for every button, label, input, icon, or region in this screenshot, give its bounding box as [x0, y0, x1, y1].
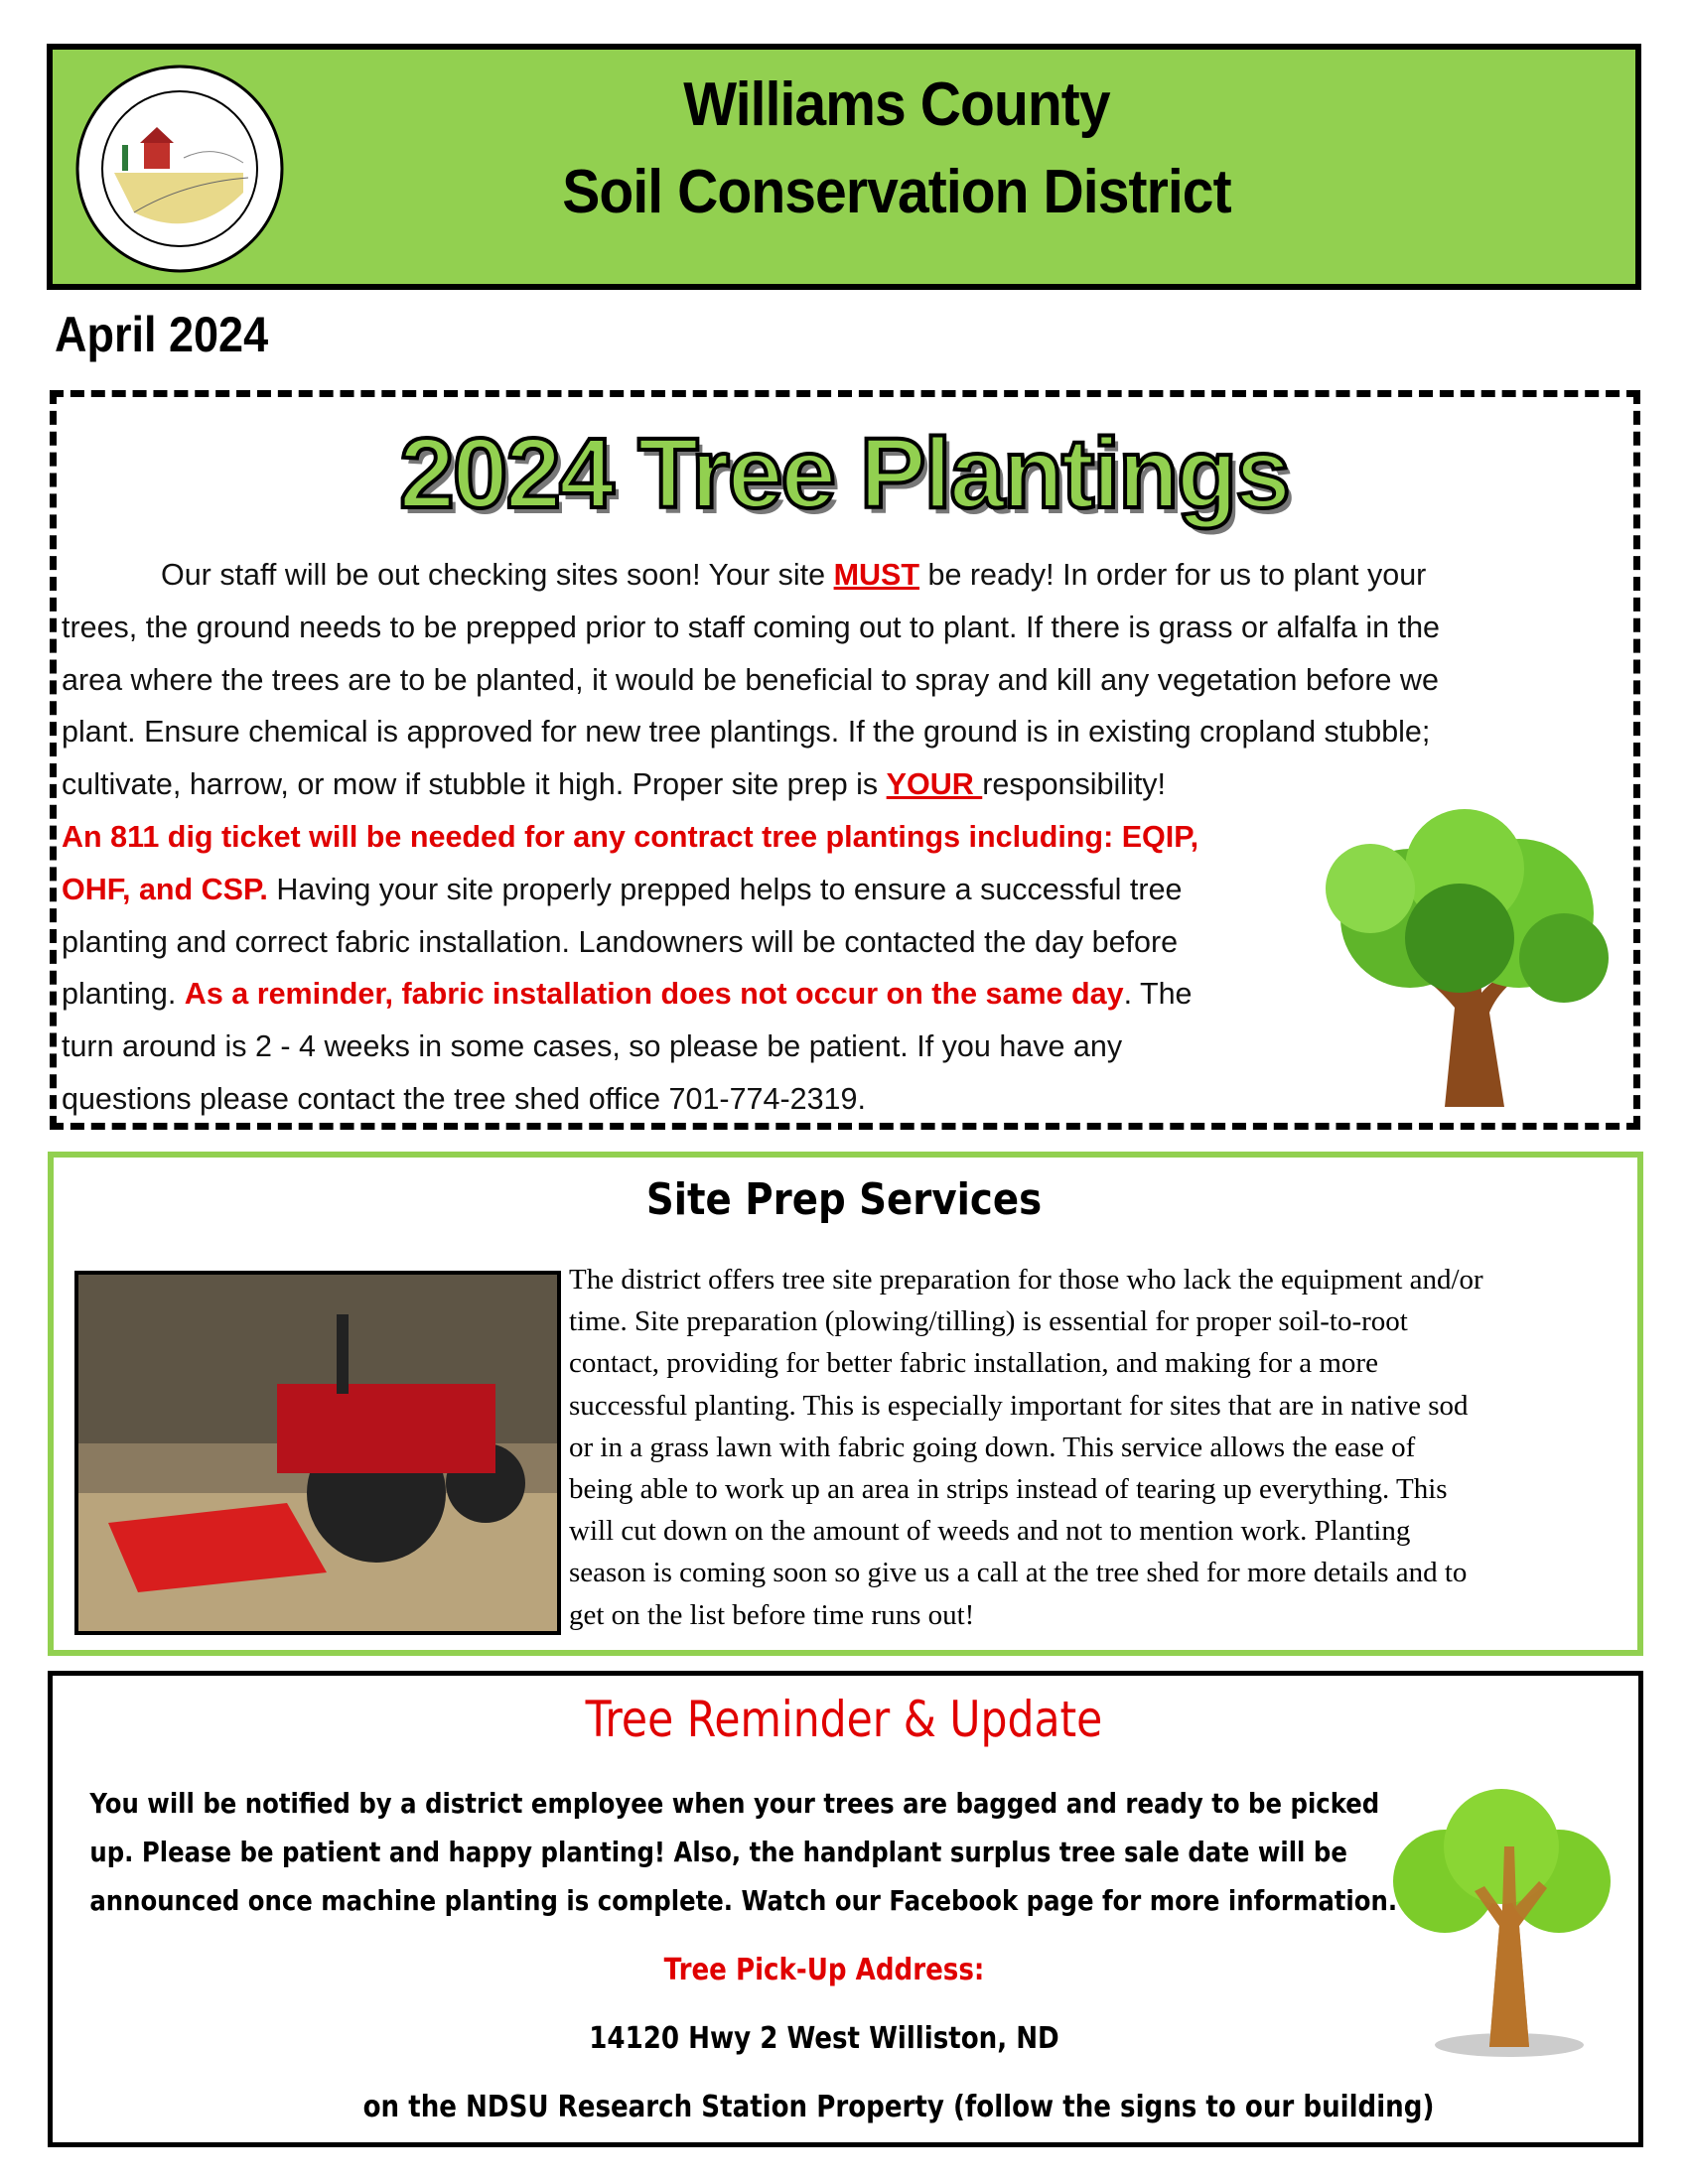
text: responsibility! — [982, 767, 1167, 802]
cartoon-tree-icon — [1390, 1787, 1614, 2060]
text: turn around is 2 - 4 weeks in some cases, so please be patient. If you have any — [62, 1029, 1123, 1064]
reminder-text: up. Please be patient and happy planting! Also, the handplant surplus tree sale date will be — [89, 1836, 1347, 1868]
tree-reminder-title: Tree Reminder & Update — [585, 1691, 1103, 1748]
site-prep-title: Site Prep Services — [645, 1174, 1043, 1225]
district-logo-seal — [74, 64, 285, 274]
text: Our staff will be out checking sites soon! Your site — [161, 558, 834, 592]
reminder-text: You will be notified by a district employee when your trees are bagged and ready to be picked — [89, 1787, 1380, 1820]
header-banner — [47, 44, 1641, 290]
tree-illustration — [1311, 809, 1623, 1107]
reminder-text: announced once machine planting is complete. Watch our Facebook page for more information. — [89, 1884, 1398, 1917]
text: area where the trees are to be planted, it would be beneficial to spray and kill any vegetation before we — [62, 662, 1439, 697]
issue-date: April 2024 — [55, 307, 269, 362]
text: . The — [1123, 977, 1193, 1012]
header-title-line1: Williams County — [683, 70, 1110, 139]
text: trees, the ground needs to be prepped prior to staff coming out to plant. If there is grass or alfalfa in the — [62, 610, 1441, 644]
emphasis: YOUR — [886, 767, 983, 802]
dig-ticket-notice: An 811 dig ticket will be needed for any contract tree plantings including: EQIP, — [62, 819, 1199, 854]
text: get on the list before time runs out! — [569, 1598, 975, 1631]
text: plant. Ensure chemical is approved for new tree plantings. If the ground is in existing cropland stubble; — [62, 715, 1431, 750]
text: planting. — [62, 977, 185, 1012]
tree-plantings-title: 2024 Tree Plantings — [399, 418, 1289, 529]
text: be ready! In order for us to plant your — [919, 558, 1427, 592]
pickup-location-note: on the NDSU Research Station Property (follow the signs to our building) — [362, 2090, 1435, 2124]
text: will cut down on the amount of weeds and not to mention work. Planting — [569, 1515, 1411, 1548]
text: contact, providing for better fabric installation, and making for a more — [569, 1347, 1378, 1380]
header-title-line2: Soil Conservation District — [562, 158, 1231, 226]
text: or in a grass lawn with fabric going down. This service allows the ease of — [569, 1431, 1416, 1463]
text: cultivate, harrow, or mow if stubble it high. Proper site prep is — [62, 767, 887, 802]
text: being able to work up an area in strips instead of tearing up everything. This — [569, 1473, 1448, 1506]
tractor-tiller-photo — [74, 1271, 561, 1635]
text: successful planting. This is especially important for sites that are in native sod — [569, 1389, 1469, 1422]
text: time. Site preparation (plowing/tilling) is essential for proper soil-to-root — [569, 1305, 1408, 1338]
text: season is coming soon so give us a call at the tree shed for more details and to — [569, 1557, 1468, 1589]
text: planting and correct fabric installation. Landowners will be contacted the day before — [62, 924, 1179, 959]
site-prep-body — [569, 1259, 1641, 1636]
emphasis: MUST — [833, 558, 920, 592]
text: Having your site properly prepped helps to ensure a successful tree — [267, 872, 1183, 906]
text: The district offers tree site preparation for those who lack the equipment and/or — [569, 1264, 1483, 1296]
fabric-reminder: As a reminder, fabric installation does not occur on the same day — [184, 977, 1124, 1012]
contact-text: questions please contact the tree shed office 701-774-2319. — [62, 1081, 866, 1116]
pickup-address: 14120 Hwy 2 West Williston, ND — [589, 2021, 1059, 2056]
dig-ticket-notice: OHF, and CSP. — [62, 872, 268, 906]
pickup-address-label: Tree Pick-Up Address: — [663, 1953, 985, 1987]
